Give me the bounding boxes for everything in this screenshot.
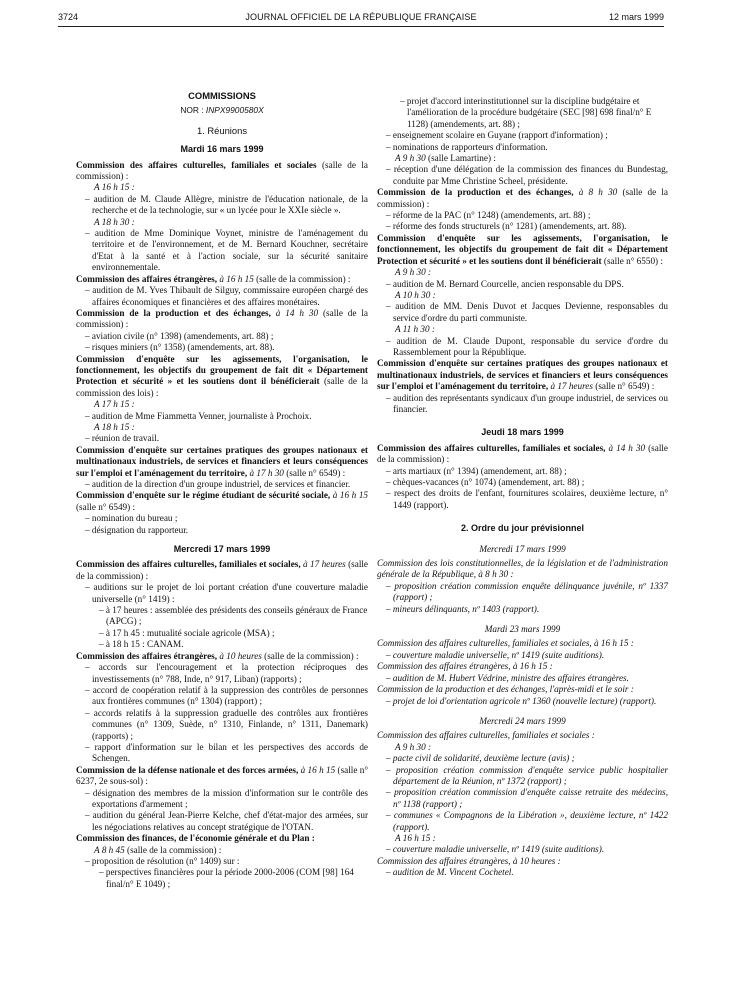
agenda-item: – communes « Compagnons de la Libération », deuxième lecture, nº 1422 (rapport).	[386, 810, 668, 832]
heading-ordre-du-jour: 2. Ordre du jour prévisionnel	[460, 523, 585, 534]
agenda-item: – audition de M. Claude Dupont, responsable du service d'ordre du Rassemblement pour la République.	[386, 335, 668, 357]
agenda-item: – mineurs délinquants, nº 1403 (rapport).	[386, 603, 540, 614]
agenda-item: – audition du général Jean-Pierre Kelche, chef d'état-major des armées, sur les négociations relatives au concept stratégique de l'OTAN.	[85, 810, 368, 832]
commission-entry: Commission des finances, de l'économie générale et du Plan :	[76, 833, 315, 844]
agenda-item: – audition de Mme Dominique Voynet, ministre de l'aménagement du territoire et de l'environnement, et de M. Bernard Kouchner, secrétaire d'Etat à la santé et à l'action sociale, sur la sécurité sanitaire environnementale.	[85, 228, 368, 273]
agenda-item: – proposition de résolution (n° 1409) sur :	[85, 856, 240, 866]
commission-entry: Commission des affaires étrangères, à 10 heures :	[377, 855, 561, 866]
journal-title: JOURNAL OFFICIEL DE LA RÉPUBLIQUE FRANÇAISE	[245, 12, 477, 22]
agenda-item: – audition des représentants syndicaux d'un groupe industriel, de services ou financier.	[386, 392, 668, 414]
day-heading: Mardi 23 mars 1999	[484, 624, 561, 635]
agenda-item: – désignation du rapporteur.	[85, 524, 189, 535]
time-slot: A 11 h 30 :	[395, 324, 435, 335]
page-number: 3724	[58, 12, 79, 22]
right-column	[377, 96, 668, 879]
time-slot: A 16 h 15 :	[395, 832, 436, 843]
left-column	[76, 90, 368, 890]
time-slot: A 18 h 15 :	[94, 421, 135, 432]
time-slot: A 17 h 15 :	[94, 399, 135, 410]
commission-entry: Commission d'enquête sur certaines pratiques des groupes nationaux et multinationaux industriels, de services et financiers et leurs conséquences sur l'emploi et l'aménagement du territoire, à 17 heures (salle n° 6549) :	[377, 358, 668, 392]
commission-entry: Commission des affaires culturelles, familiales et sociales :	[377, 730, 595, 741]
time-slot: A 9 h 30 :	[395, 741, 432, 752]
agenda-item: – réforme des fonds structurels (n° 1281) (amendements, art. 88).	[386, 221, 627, 232]
agenda-item: – audition de M. Yves Thibault de Silguy, commissaire européen chargé des affaires économiques et financières et des affaires monétaires.	[85, 285, 368, 307]
agenda-item: – pacte civil de solidarité, deuxième lecture (avis) ;	[386, 753, 575, 764]
agenda-item: – nominations de rapporteurs d'information.	[386, 141, 548, 152]
commission-entry: Commission de la défense nationale et des forces armées, à 16 h 15 (salle n° 6237, 2e sous-sol) :	[76, 764, 369, 787]
commission-entry: Commission de la production et des échanges, l'après-midi et le soir :	[377, 684, 634, 695]
agenda-item: – réception d'une délégation de la commission des finances du Bundestag, conduite par Mme Christine Scheel, présidente.	[386, 164, 668, 186]
agenda-item: – couverture maladie universelle, nº 1419 (suite auditions).	[386, 649, 605, 660]
commission-entry: Commission de la production et des échanges, à 8 h 30 (salle de la commission) :	[377, 187, 669, 209]
commission-entry: Commission des affaires culturelles, familiales et sociales, à 17 heures (salle de la commission) :	[76, 559, 369, 581]
agenda-item: – proposition création commission enquête délinquance juvénile, nº 1337 (rapport) ;	[386, 580, 668, 603]
commission-entry: Commission d'enquête sur le régime étudiant de sécurité sociale, à 16 h 15 (salle n° 6549) :	[76, 490, 368, 512]
agenda-item: – auditions sur le projet de loi portant création d'une couverture maladie universelle (n° 1419) :	[85, 582, 368, 604]
agenda-item: – réforme de la PAC (n° 1248) (amendements, art. 88) ;	[386, 210, 591, 221]
agenda-item: – audition de M. Vincent Cochetel.	[386, 867, 514, 878]
agenda-item: – accords relatifs à la suppression graduelle des contrôles aux frontières communes (n° 1309, Suède, n° 1310, Finlande, n° 1311, Danemark) (rapports) ;	[85, 707, 368, 741]
agenda-item: – chèques-vacances (n° 1074) (amendement, art. 88) ;	[386, 477, 585, 487]
agenda-item: – audition de M. Hubert Védrine, ministre des affaires étrangères.	[386, 672, 629, 683]
time-slot: A 16 h 15 :	[94, 182, 135, 193]
agenda-item: – audition de la direction d'un groupe industriel, de services et financier.	[85, 479, 351, 489]
time-slot: A 18 h 30 :	[94, 216, 135, 227]
commission-entry: Commission des affaires culturelles, familiales et sociales (salle de la commission) :	[76, 159, 368, 182]
agenda-item: – arts martiaux (n° 1394) (amendement, art. 88) ;	[386, 465, 567, 476]
agenda-item: – proposition création commission d'enquête service public hospitalier département de la Réunion, nº 1372 (rapport) ;	[386, 764, 668, 786]
commission-entry: Commission d'enquête sur les agissements, l'organisation, le fonctionnement, les objectifs du groupement de fait dit « Département Protection et sécurité » et les soutiens dont il bénéficierait (salle de la commission des lois) :	[76, 353, 368, 398]
agenda-item: – nomination du bureau ;	[85, 513, 178, 524]
commission-entry: Commission d'enquête sur certaines pratiques des groupes nationaux et multinationaux industriels, de services et financiers et leurs conséquences sur l'emploi et l'aménagement du territoire, à 17 h 30 (salle n° 6549) :	[76, 444, 368, 478]
time-slot: A 8 h 45 (salle de la commission) :	[94, 844, 222, 855]
time-slot: A 9 h 30 (salle Lamartine) :	[395, 153, 496, 164]
agenda-subitem: – à 17 h 45 : mutualité sociale agricole (MSA) ;	[99, 627, 275, 638]
day-heading: Mercredi 17 mars 1999	[479, 543, 566, 554]
agenda-item: – projet de loi d'orientation agricole nº 1360 (nouvelle lecture) (rapport).	[386, 695, 657, 706]
agenda-item: – rapport d'information sur le bilan et les perspectives des accords de Schengen.	[85, 741, 368, 764]
day-heading: Mardi 16 mars 1999	[180, 144, 264, 155]
commission-entry: Commission de la production et des échanges, à 14 h 30 (salle de la commission) :	[76, 307, 369, 330]
heading-reunions: 1. Réunions	[196, 124, 248, 136]
agenda-subitem: – perspectives financières pour la période 2000-2006 (COM [98] 164 final/n° E 1049) ;	[99, 867, 354, 889]
agenda-item: – désignation des membres de la mission d'information sur le contrôle des exportations d'armement ;	[85, 787, 368, 809]
agenda-item: – risques miniers (n° 1358) (amendements, art. 88).	[85, 342, 275, 353]
agenda-item: – enseignement scolaire en Guyane (rapport d'information) ;	[386, 130, 608, 141]
agenda-item: – audition de M. Claude Allègre, ministre de l'éducation nationale, de la recherche et de la technologie, sur « un lycée pour le XXIe siècle ».	[85, 193, 368, 216]
agenda-item: – réunion de travail.	[85, 433, 159, 444]
time-slot: A 10 h 30 :	[395, 289, 436, 300]
agenda-subitem: – à 17 heures : assemblée des présidents des conseils généraux de France (APCG) ;	[99, 605, 368, 627]
time-slot: A 9 h 30 :	[395, 267, 432, 278]
commission-entry: Commission des affaires étrangères, à 10 heures (salle de la commission) :	[76, 650, 359, 661]
agenda-item: – proposition création commission d'enquête caisse retraite des médecins, nº 1138 (rapport) ;	[386, 787, 668, 809]
agenda-item: – couverture maladie universelle, nº 1419 (suite auditions).	[386, 844, 605, 855]
day-heading: Mercredi 24 mars 1999	[479, 715, 566, 726]
header-rule	[58, 26, 664, 27]
day-heading: Mercredi 17 mars 1999	[173, 544, 271, 555]
agenda-subitem: – projet d'accord interinstitutionnel sur la discipline budgétaire et l'amélioration de la procédure budgétaire (SEC [98] 698 final/n° E 1128) (amendements, art. 88) ;	[400, 96, 652, 129]
day-heading: Jeudi 18 mars 1999	[481, 427, 564, 438]
issue-date: 12 mars 1999	[608, 12, 664, 22]
agenda-item: – respect des droits de l'enfant, fournitures scolaires, deuxième lecture, n° 1449 (rapport).	[386, 488, 668, 510]
commission-entry: Commission d'enquête sur les agissements, l'organisation, le fonctionnement, les objectifs du groupement de fait dit « Département Protection et sécurité » et les soutiens dont il bénéficierait (salle n° 6550) :	[377, 232, 668, 266]
commission-entry: Commission des affaires étrangères, à 16 h 15 (salle de la commission) :	[76, 273, 351, 284]
page-header	[58, 12, 664, 26]
commission-entry: Commission des affaires culturelles, familiales et sociales, à 16 h 15 :	[377, 638, 634, 649]
agenda-item: – audition de M. Bernard Courcelle, ancien responsable du DPS.	[386, 278, 624, 289]
section-title: COMMISSIONS	[188, 90, 256, 101]
agenda-subitem: – à 18 h 15 : CANAM.	[99, 639, 184, 650]
nor-reference: NOR : INPX9900580X	[180, 105, 264, 116]
agenda-item: – accord de coopération relatif à la suppression des contrôles de personnes aux frontières communes (n° 1304) (rapport) ;	[85, 684, 368, 707]
agenda-item: – audition de Mme Fiammetta Venner, journaliste à Prochoix.	[85, 410, 312, 421]
commission-entry: Commission des affaires culturelles, familiales et sociales, à 14 h 30 (salle de la commission) :	[377, 442, 668, 465]
commission-entry: Commission des lois constitutionnelles, de la législation et de l'administration générale de la République, à 8 h 30 :	[377, 558, 668, 580]
commission-entry: Commission des affaires étrangères, à 16 h 15 :	[377, 661, 553, 672]
agenda-item: – accords sur l'encouragement et la protection réciproques des investissements (n° 788, Inde, n° 917, Liban) (rapports) ;	[85, 662, 368, 684]
agenda-item: – aviation civile (n° 1398) (amendements, art. 88) ;	[85, 330, 274, 341]
agenda-item: – audition de MM. Denis Duvot et Jacques Devienne, responsables du service d'ordre du parti communiste.	[386, 301, 668, 323]
